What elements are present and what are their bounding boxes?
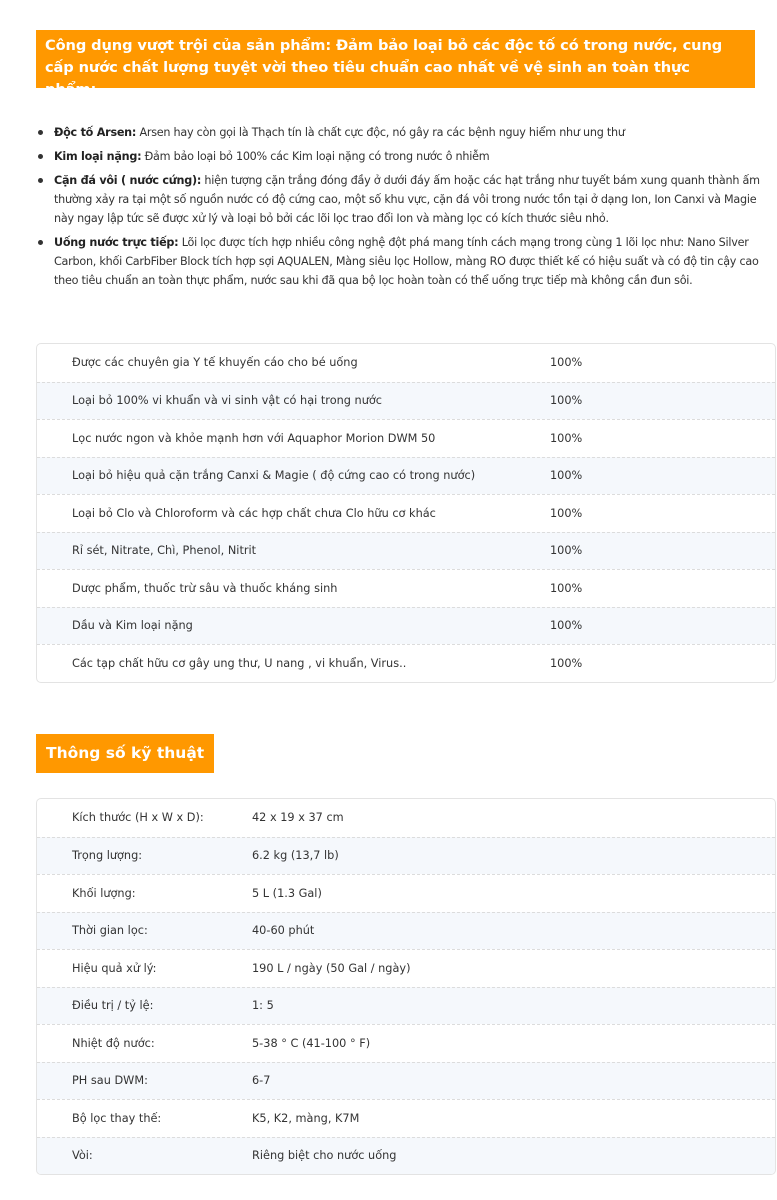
table-row [37, 532, 775, 570]
table-row [37, 457, 775, 495]
spec-value: 5 L (1.3 Gal) [252, 886, 322, 900]
spec-label: Điều trị / tỷ lệ: [72, 999, 154, 1013]
benefit-value: 100% [550, 394, 583, 408]
benefit-label: Loại bỏ 100% vi khuẩn và vi sinh vật có hại trong nước [72, 394, 382, 408]
table-row [37, 1099, 775, 1137]
benefit-label: Loại bỏ hiệu quả cặn trắng Canxi & Magie ( độ cứng cao có trong nước) [72, 469, 476, 483]
spec-value: 190 L / ngày (50 Gal / ngày) [252, 961, 411, 975]
spec-label: Vòi: [72, 1149, 93, 1163]
spec-value: 6-7 [252, 1074, 271, 1088]
table-row [37, 382, 775, 420]
table-row [37, 837, 775, 875]
spec-value: 5-38 ° C (41-100 ° F) [252, 1036, 371, 1050]
benefit-label: Loại bỏ Clo và Chloroform và các hợp chất chưa Clo hữu cơ khác [72, 506, 436, 520]
spec-value: 6.2 kg (13,7 lb) [252, 849, 339, 863]
spec-value: K5, K2, màng, K7M [252, 1111, 360, 1125]
benefit-value: 100% [550, 431, 583, 445]
table-row [37, 569, 775, 607]
benefit-value: 100% [550, 469, 583, 483]
bullet-item-direct-drinking [36, 233, 766, 290]
benefits-table [36, 343, 776, 683]
spec-label: Thời gian lọc: [72, 924, 148, 938]
table-row [37, 1062, 775, 1100]
spec-label: Hiệu quả xử lý: [72, 961, 157, 975]
table-row [37, 607, 775, 645]
bullet-item-limescale [36, 171, 766, 228]
spec-label: Nhiệt độ nước: [72, 1036, 155, 1050]
benefit-value: 100% [550, 544, 583, 558]
benefit-label: Lọc nước ngon và khỏe mạnh hơn với Aquaphor Morion DWM 50 [72, 431, 436, 445]
table-row [37, 419, 775, 457]
specs-heading: Thông số kỹ thuật [36, 734, 214, 773]
bullet-text: hiện tượng cặn trắng đóng đầy ở dưới đáy ấm hoặc các hạt trắng như tuyết bám xung quanh thành ấm thường xảy ra tại một số nguồn nước có độ cứng cao, một số khu vực, cặn đá vôi trong nước tồn tại ở dạng Ion, Ion Canxi và Magie này ngay lập tức sẽ được xử lý và loại bỏ bởi các lõi lọc trao đổi Ion và màng lọc có kích thước siêu nhỏ. [54, 174, 760, 225]
spec-label: Khối lượng: [72, 886, 136, 900]
benefit-value: 100% [550, 581, 583, 595]
table-row [37, 494, 775, 532]
bullet-text: Đảm bảo loại bỏ 100% các Kim loại nặng có trong nước ô nhiễm [141, 150, 490, 163]
spec-value: 40-60 phút [252, 924, 315, 938]
benefit-label: Rỉ sét, Nitrate, Chì, Phenol, Nitrit [72, 544, 257, 558]
spec-label: Trọng lượng: [72, 849, 143, 863]
feature-bullet-list [36, 123, 766, 295]
table-row [37, 1024, 775, 1062]
benefit-label: Dược phẩm, thuốc trừ sâu và thuốc kháng sinh [72, 581, 338, 595]
bullet-text: Arsen hay còn gọi là Thạch tín là chất cực độc, nó gây ra các bệnh nguy hiểm như ung thư [136, 126, 625, 139]
table-row [37, 644, 775, 682]
bullet-item-arsen [36, 123, 766, 142]
bullet-title: Cặn đá vôi ( nước cứng): [54, 174, 202, 187]
bullet-text: Lõi lọc được tích hợp nhiều công nghệ đột phá mang tính cách mạng trong cùng 1 lõi lọc như: Nano Silver Carbon, khối CarbFiber Block tích hợp sợi AQUALEN, Màng siêu lọc Hollow, màng RO được thiết kế có hiệu suất và có độ tin cậy cao theo tiêu chuẩn an toàn thực phẩm, nước sau khi đã qua bộ lọc hoàn toàn có thể uống trực tiếp mà không cần đun sôi. [54, 236, 759, 287]
benefit-value: 100% [550, 656, 583, 670]
benefit-value: 100% [550, 619, 583, 633]
specs-table [36, 798, 776, 1175]
table-row [37, 874, 775, 912]
features-banner: Công dụng vượt trội của sản phẩm: Đảm bảo loại bỏ các độc tố có trong nước, cung cấp nước chất lượng tuyệt vời theo tiêu chuẩn cao nhất về vệ sinh an toàn thực phẩm: [36, 30, 755, 88]
benefit-value: 100% [550, 356, 583, 370]
table-row [37, 987, 775, 1025]
benefit-label: Được các chuyên gia Y tế khuyến cáo cho bé uống [72, 356, 358, 370]
bullet-title: Độc tố Arsen: [54, 126, 137, 139]
table-row [37, 1137, 775, 1175]
table-row [37, 912, 775, 950]
bullet-title: Kim loại nặng: [54, 150, 142, 163]
spec-value: 42 x 19 x 37 cm [252, 811, 344, 825]
table-row [37, 949, 775, 987]
table-row [37, 799, 775, 837]
bullet-item-heavy-metals [36, 147, 766, 166]
spec-label: PH sau DWM: [72, 1074, 148, 1088]
bullet-title: Uống nước trực tiếp: [54, 236, 179, 249]
spec-value: 1: 5 [252, 999, 274, 1013]
benefit-value: 100% [550, 506, 583, 520]
benefit-label: Các tạp chất hữu cơ gây ung thư, U nang , vi khuẩn, Virus.. [72, 656, 407, 670]
table-row [37, 344, 775, 382]
benefit-label: Dầu và Kim loại nặng [72, 619, 193, 633]
spec-label: Kích thước (H x W x D): [72, 811, 204, 825]
spec-value: Riêng biệt cho nước uống [252, 1149, 397, 1163]
spec-label: Bộ lọc thay thế: [72, 1111, 162, 1125]
